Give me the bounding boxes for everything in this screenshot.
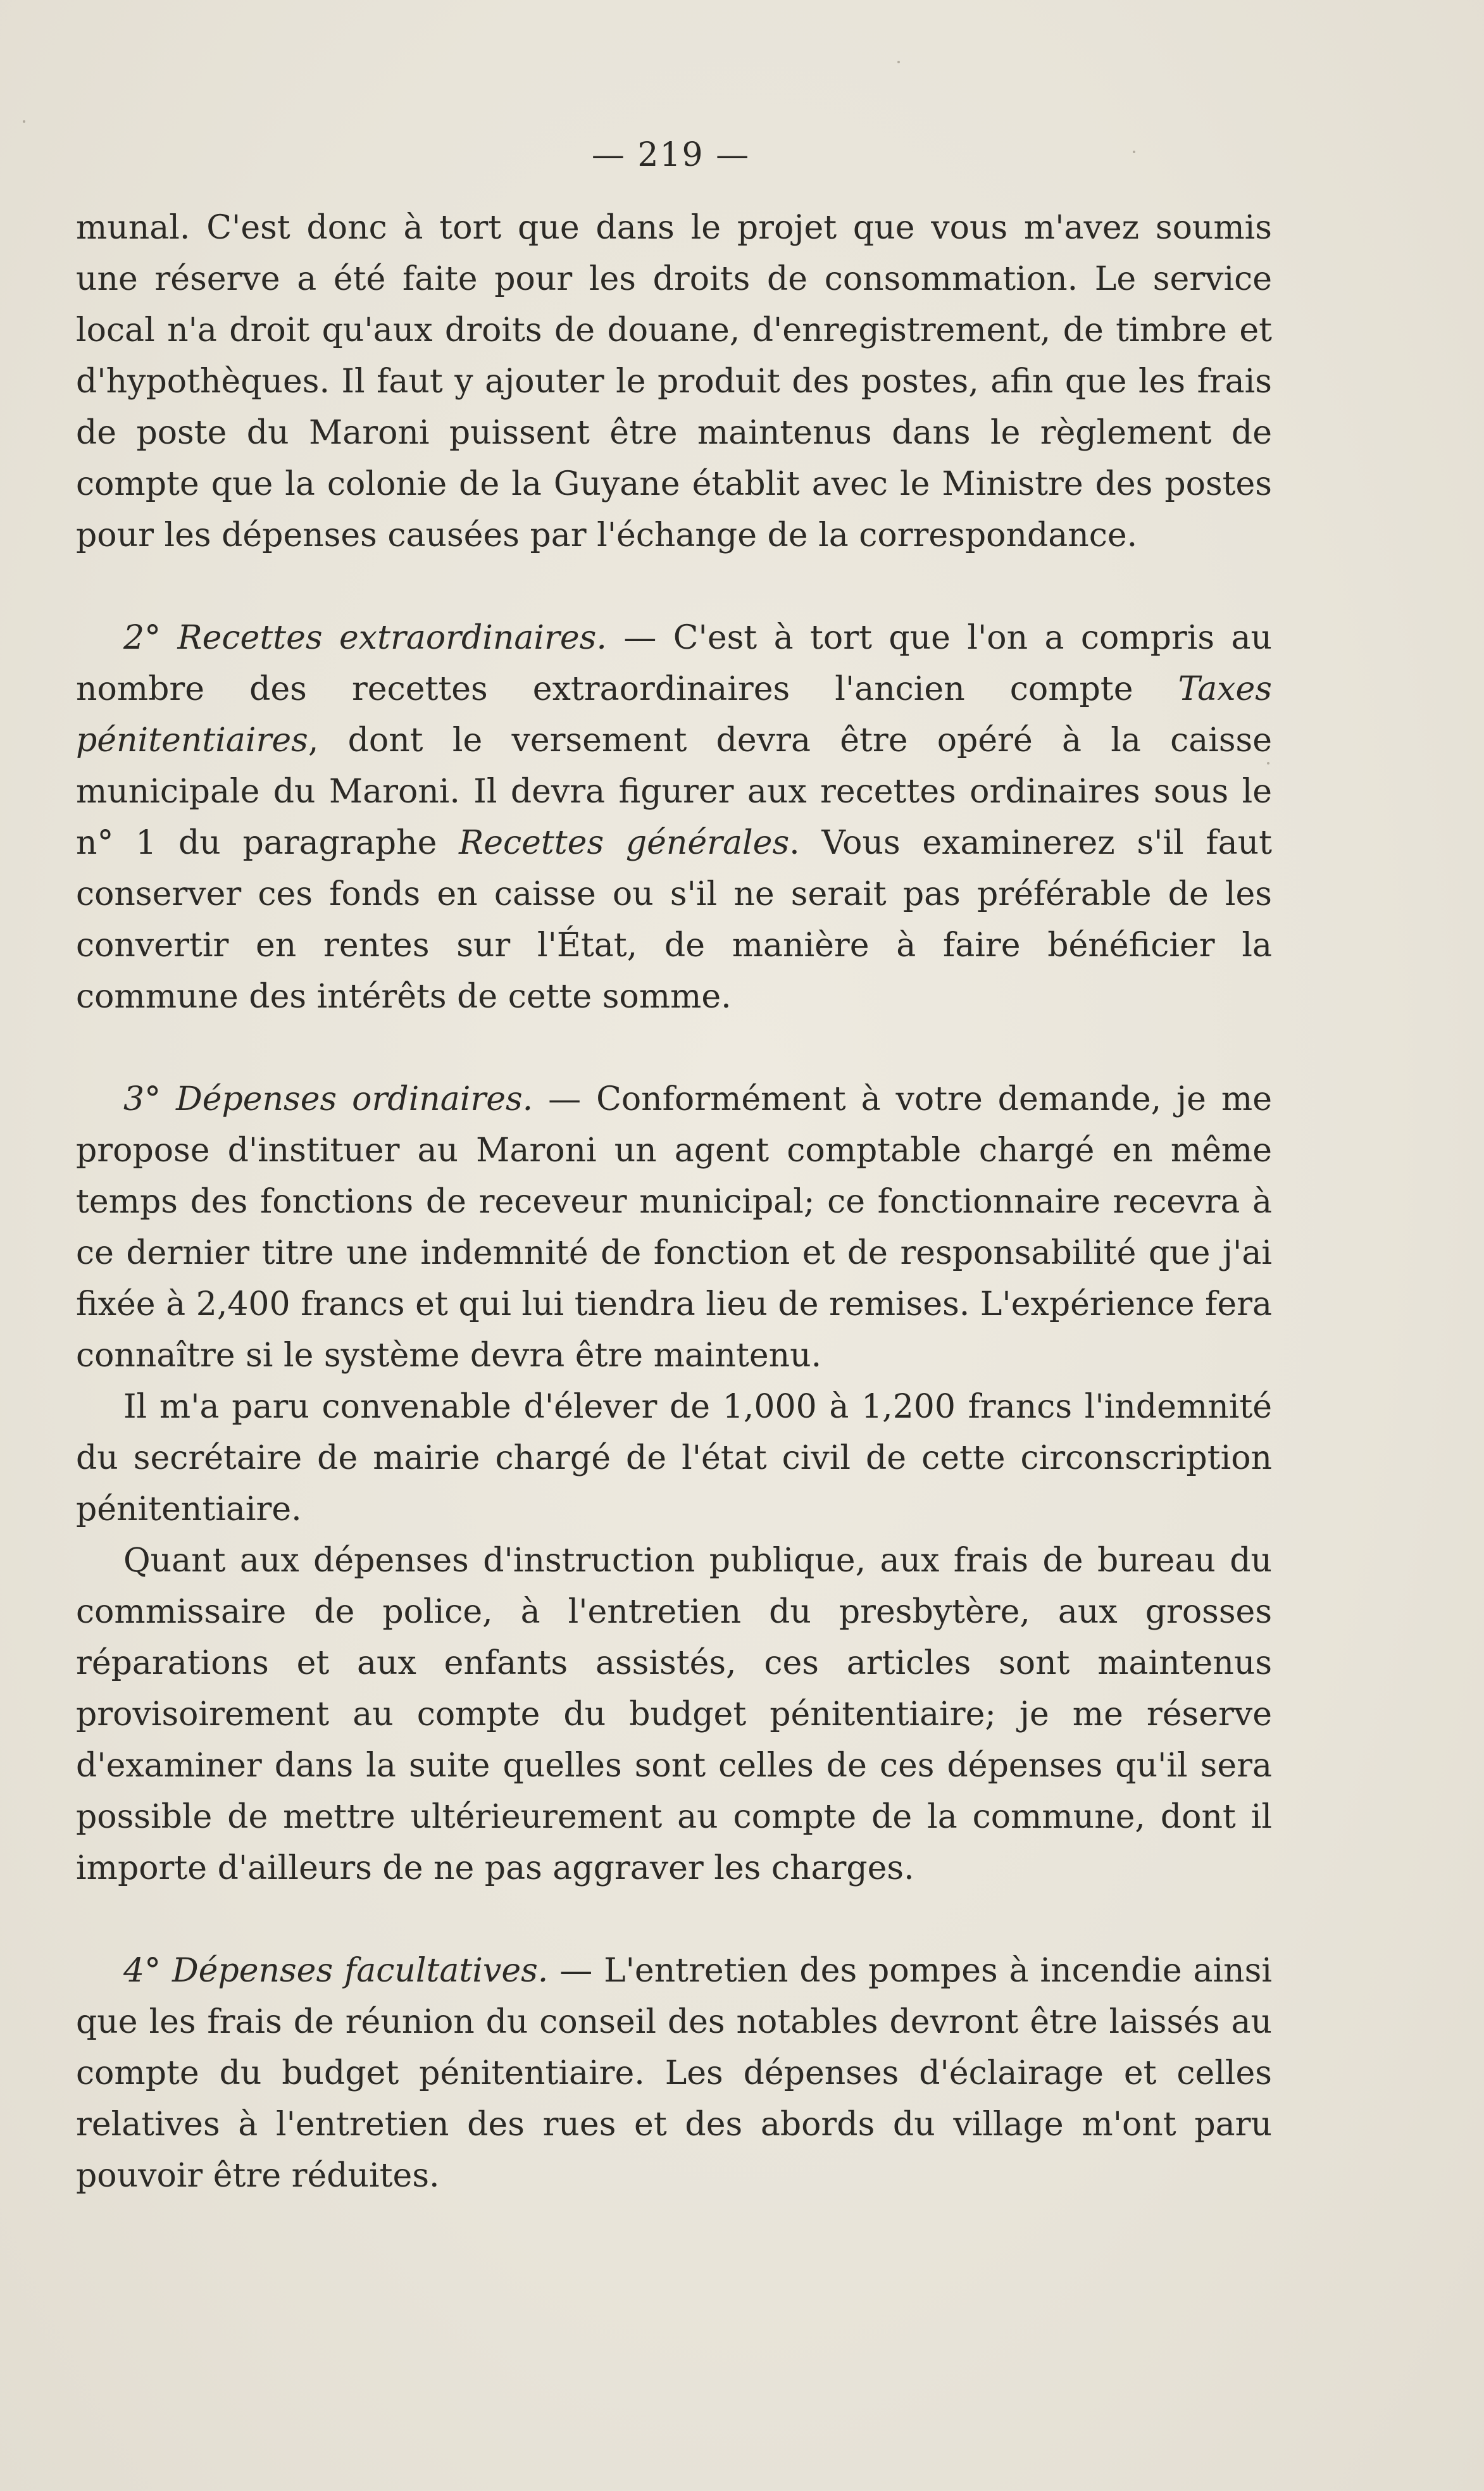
paper-speck bbox=[897, 61, 900, 63]
paragraph-text: Il m'a paru convenable d'élever de 1,000 à 1,200 francs l'indemnité du secrétaire de mairie chargé de l'état civil de cette circonscription pénitentiaire. bbox=[76, 1388, 1272, 1528]
paragraph-text: — L'entretien des pompes à incendie ainsi que les frais de réunion du conseil des notables devront être laissés au compte du budget pénitentiaire. Les dépenses d'éclairage et celles relatives à l'entretien des rues et des abords du village m'ont paru pouvoir être réduites. bbox=[76, 1952, 1272, 2195]
paragraph-instruction-publique bbox=[76, 1535, 1272, 1894]
emphasis-taxes-penitentiaires: Taxes pénitentiaires bbox=[76, 670, 1272, 759]
paragraph-text: munal. C'est donc à tort que dans le projet que vous m'avez soumis une réserve a été faite pour les droits de consommation. Le service local n'a droit qu'aux droits de douane, d'enregistrement, de timbre et d'hypothèques. Il faut y ajouter le produit des postes, afin que les frais de poste du Maroni puissent être maintenus dans le règlement de compte que la colonie de la Guyane établit avec le Ministre des postes pour les dépenses causées par l'échange de la correspondance. bbox=[76, 209, 1272, 554]
paragraph-recettes-extraordinaires bbox=[76, 613, 1272, 1023]
paper-speck bbox=[23, 120, 25, 123]
emphasis-recettes-generales: Recettes générales bbox=[459, 824, 790, 862]
paper-speck bbox=[1267, 762, 1269, 765]
paragraph-text: Quant aux dépenses d'instruction publique, aux frais de bureau du commissaire de police, à l'entretien du presbytère, aux grosses réparations et aux enfants assistés, ces articles sont maintenus provisoirement au compte du budget pénitentiaire; je me réserve d'examiner dans la suite quelles sont celles de ces dépenses qu'il sera possible de mettre ultérieurement au compte de la commune, dont il importe d'ailleurs de ne pas aggraver les charges. bbox=[76, 1542, 1272, 1887]
page-number: — 219 — bbox=[591, 136, 751, 174]
paragraph-text: , dont le versement devra être opéré à la caisse municipale du Maroni. Il devra figurer aux recettes ordinaires sous le n° 1 du paragraphe bbox=[76, 721, 1272, 862]
paragraph-continuation bbox=[76, 203, 1272, 561]
section-heading-depenses-ordinaires: 3° Dépenses ordinaires. bbox=[123, 1080, 533, 1118]
paragraph-text: — C'est à tort que l'on a compris au nombre des recettes extraordinaires l'ancien compte bbox=[76, 619, 1272, 708]
paragraph-secretaire bbox=[76, 1382, 1272, 1535]
body-text bbox=[76, 203, 1272, 2202]
paragraph-depenses-ordinaires bbox=[76, 1074, 1272, 1382]
paper-speck bbox=[1133, 151, 1135, 153]
section-heading-depenses-facultatives: 4° Dépenses facultatives. bbox=[123, 1952, 549, 1990]
paragraph-depenses-facultatives bbox=[76, 1945, 1272, 2202]
section-heading-recettes-extraordinaires: 2° Recettes extraordinaires. bbox=[123, 619, 607, 657]
paragraph-text: — Conformément à votre demande, je me propose d'instituer au Maroni un agent comptable chargé en même temps des fonctions de receveur municipal; ce fonctionnaire recevra à ce dernier titre une indemnité de fonction et de responsabilité que j'ai fixée à 2,400 francs et qui lui tiendra lieu de remises. L'expérience fera connaître si le système devra être maintenu. bbox=[76, 1080, 1272, 1375]
paragraph-text: . Vous examinerez s'il faut conserver ces fonds en caisse ou s'il ne serait pas préférable de les convertir en rentes sur l'État, de manière à faire bénéficier la commune des intérêts de cette somme. bbox=[76, 824, 1272, 1016]
